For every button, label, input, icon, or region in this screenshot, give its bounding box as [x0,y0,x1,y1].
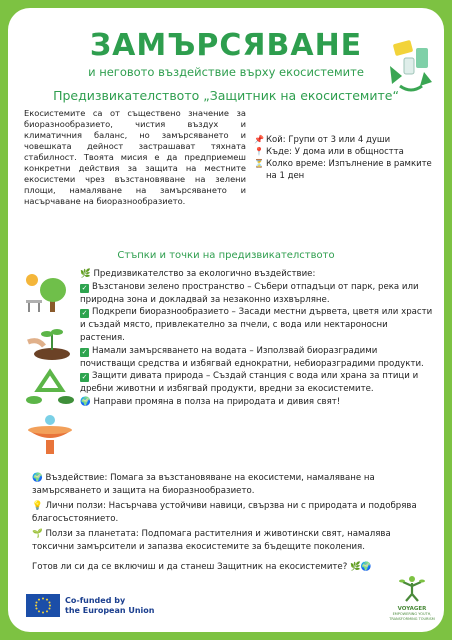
location-icon: 📍 [254,147,264,156]
seedling-hand-icon [22,320,78,362]
steps-list [80,268,435,409]
impact-item: 🌱 Ползи за планетата: Подпомага растителния и животински свят, намалява токсични замърсители и запазва екосистемите за бъдещите поколения. [32,529,391,552]
voyager-tagline: EMPOWERING YOUTH, TRANSFORMING TOURISM [389,612,435,621]
closing-question: Готов ли си да се включиш и да станеш Защитник на екосистемите? 🌿🌍 [32,562,372,572]
recycle-illustration [380,36,442,98]
voyager-figure-icon [397,574,427,602]
page-title: ЗАМЪРСЯВАНЕ [89,28,363,63]
impact-item: 🌍 Въздействие: Помага за възстановяване на екосистеми, намаляване на замърсяването и защита на биоразнообразието. [32,473,375,496]
check-icon: ✓ [81,283,88,292]
poster [8,8,444,632]
sprout-icon: 🌿 [80,269,91,279]
tree-sun-icon [22,270,78,318]
bird-bath-icon [22,412,78,458]
list-item: ✓ Намали замърсяването на водата – Използвай биоразградими почистващи средства и избягвай еднократни, небиоразградими продукти. [80,345,424,369]
list-item: ✓ Подкрепи биоразнообразието – Засади местни дървета, цветя или храсти и създай място, привлекателно за пчели, с вода или нектароносни растения. [80,307,433,343]
globe-icon: 🌍 [32,473,43,483]
check-icon: ✓ [81,347,88,356]
list-item: ✓ Възстанови зелено пространство – Събери отпадъци от парк, река или природна зона и докладвай за незаконно изхвърляне. [80,281,419,305]
steps-heading: Стъпки и точки на предизвикателството [117,250,335,261]
challenge-details [254,134,434,182]
detail-duration: ⏳ Колко време: Изпълнение в рамките на 1 ден [254,159,432,181]
eu-line-2: the European Union [65,605,155,615]
globe-icon: 🌍 [80,396,91,407]
check-icon: ✓ [81,373,88,382]
check-icon: ✓ [81,309,88,318]
voyager-name: VOYAGER [397,606,427,612]
eu-flag-icon [26,594,60,617]
impact-item: 💡 Лични ползи: Насърчава устойчиви навици, свързва ни с природата и подобрява благосъстоянието. [32,501,417,524]
page-subtitle: и неговото въздействие върху екосистемите [88,65,364,79]
sprout-icon: 🌱 [32,529,43,539]
voyager-logo [388,574,436,621]
lightbulb-icon: 💡 [32,501,43,511]
steps-outro: 🌍 Направи промяна в полза на природата и дивия свят! [80,396,341,407]
eu-line-1: Co-funded by [65,595,126,605]
steps-intro: 🌿 Предизвикателство за екологично въздействие: [80,269,316,279]
pin-icon: 📌 [254,135,264,144]
intro-paragraph: Екосистемите са от съществено значение за биоразнообразието, чистия въздух и климатичния баланс, но замърсяването и човешката дейност застрашават тяхната стабилност. Твоята мисия е да предприемеш конкретни действия за защита на местните екосистеми чрез възстановяване на зелени площи, намаляване на замърсяването и насърчаване на биоразнообразието. [24,108,246,206]
impact-section [32,472,432,556]
detail-where: 📍 Къде: У дома или в общността [254,147,404,157]
hourglass-icon: ⏳ [254,159,264,168]
recycle-leaves-icon [22,368,78,408]
detail-who: 📌 Кой: Групи от 3 или 4 души [254,135,391,145]
list-item: ✓ Защити дивата природа – Създай станция с вода или храна за птици и дребни животни и избягвай продукти, вредни за екосистемите. [80,371,419,395]
eu-cofunded-logo [26,594,155,617]
challenge-title: Предизвикателството „Защитник на екосистемите“ [53,88,399,103]
